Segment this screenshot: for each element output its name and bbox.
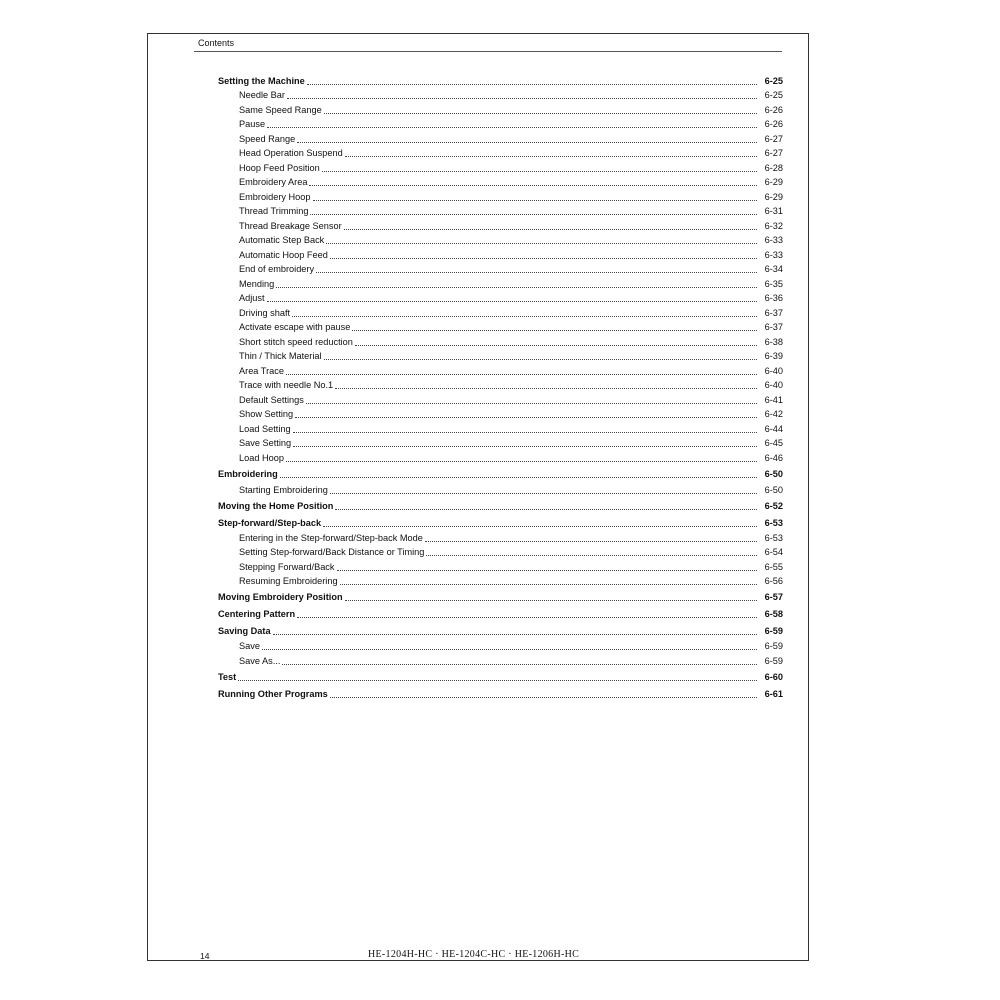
dot-leader: [267, 301, 757, 302]
dot-leader: [276, 287, 757, 288]
toc-subsection-entry: [218, 545, 783, 558]
toc-entry-page: 6-59: [764, 626, 783, 636]
toc-subsection-entry: [218, 175, 783, 188]
toc-entry-page: 6-40: [764, 366, 783, 376]
toc-entry-page: 6-32: [764, 221, 783, 231]
toc-entry-label: Mending: [239, 279, 275, 289]
toc-subsection-entry: [218, 262, 783, 275]
dot-leader: [262, 649, 757, 650]
toc-subsection-entry: [218, 146, 783, 159]
toc-subsection-entry: [218, 654, 783, 667]
toc-entry-label: Setting Step-forward/Back Distance or Timing: [239, 547, 425, 557]
toc-entry-label: Adjust: [239, 293, 265, 303]
toc-subsection-entry: [218, 219, 783, 232]
toc-entry-label: Running Other Programs: [218, 689, 328, 699]
toc-entry-page: 6-45: [764, 438, 783, 448]
toc-entry-label: Driving shaft: [239, 308, 291, 318]
toc-subsection-entry: [218, 349, 783, 362]
dot-leader: [306, 403, 757, 404]
dot-leader: [323, 526, 757, 527]
toc-entry-page: 6-57: [764, 592, 783, 602]
dot-leader: [324, 359, 757, 360]
dot-leader: [352, 330, 757, 331]
toc-section-entry: [218, 687, 783, 700]
toc-entry-label: Load Hoop: [239, 453, 284, 463]
toc-entry-label: Area Trace: [239, 366, 284, 376]
toc-entry-page: 6-59: [764, 656, 783, 666]
header-rule: [194, 51, 782, 52]
toc-subsection-entry: [218, 335, 783, 348]
toc-entry-page: 6-56: [764, 576, 783, 586]
dot-leader: [282, 664, 757, 665]
dot-leader: [345, 156, 757, 157]
dot-leader: [310, 214, 757, 215]
toc-entry-label: Save: [239, 641, 260, 651]
dot-leader: [337, 570, 758, 571]
toc-entry-label: Default Settings: [239, 395, 304, 405]
toc-subsection-entry: [218, 364, 783, 377]
toc-subsection-entry: [218, 451, 783, 464]
toc-subsection-entry: [218, 407, 783, 420]
toc-entry-page: 6-59: [764, 641, 783, 651]
dot-leader: [297, 617, 757, 618]
toc-subsection-entry: [218, 393, 783, 406]
toc-entry-label: Thin / Thick Material: [239, 351, 322, 361]
toc-entry-label: Thread Trimming: [239, 206, 309, 216]
dot-leader: [425, 541, 757, 542]
toc-entry-label: Embroidery Area: [239, 177, 308, 187]
toc-entry-page: 6-38: [764, 337, 783, 347]
toc-subsection-entry: [218, 190, 783, 203]
toc-entry-label: Test: [218, 672, 237, 682]
toc-entry-page: 6-58: [764, 609, 783, 619]
toc-subsection-entry: [218, 436, 783, 449]
toc-entry-page: 6-37: [764, 308, 783, 318]
toc-entry-label: Thread Breakage Sensor: [239, 221, 342, 231]
toc-subsection-entry: [218, 233, 783, 246]
toc-section-entry: [218, 74, 783, 87]
toc-subsection-entry: [218, 320, 783, 333]
toc-section-entry: [218, 590, 783, 603]
toc-subsection-entry: [218, 574, 783, 587]
toc-entry-page: 6-36: [764, 293, 783, 303]
toc-section-entry: [218, 499, 783, 512]
dot-leader: [330, 258, 757, 259]
dot-leader: [330, 697, 757, 698]
dot-leader: [287, 98, 757, 99]
dot-leader: [238, 680, 757, 681]
toc-subsection-entry: [218, 132, 783, 145]
toc-entry-page: 6-41: [764, 395, 783, 405]
document-page: [147, 33, 809, 961]
toc-subsection-entry: [218, 204, 783, 217]
dot-leader: [297, 142, 757, 143]
toc-subsection-entry: [218, 117, 783, 130]
toc-subsection-entry: [218, 560, 783, 573]
toc-subsection-entry: [218, 639, 783, 652]
dot-leader: [344, 229, 757, 230]
dot-leader: [316, 272, 757, 273]
dot-leader: [335, 388, 757, 389]
toc-entry-label: Short stitch speed reduction: [239, 337, 353, 347]
toc-entry-page: 6-44: [764, 424, 783, 434]
toc-entry-page: 6-50: [764, 469, 783, 479]
toc-entry-page: 6-40: [764, 380, 783, 390]
running-header: Contents: [198, 38, 235, 48]
toc-entry-page: 6-50: [764, 485, 783, 495]
toc-entry-label: Entering in the Step-forward/Step-back Mode: [239, 533, 423, 543]
toc-entry-label: Pause: [239, 119, 266, 129]
toc-entry-label: Starting Embroidering: [239, 485, 328, 495]
dot-leader: [295, 417, 757, 418]
toc-subsection-entry: [218, 422, 783, 435]
toc-entry-page: 6-25: [764, 76, 783, 86]
toc-entry-page: 6-27: [764, 134, 783, 144]
toc-entry-page: 6-27: [764, 148, 783, 158]
toc-subsection-entry: [218, 531, 783, 544]
dot-leader: [286, 374, 757, 375]
toc-entry-label: Saving Data: [218, 626, 271, 636]
toc-entry-label: Show Setting: [239, 409, 294, 419]
toc-entry-page: 6-61: [764, 689, 783, 699]
toc-subsection-entry: [218, 378, 783, 391]
toc-entry-page: 6-35: [764, 279, 783, 289]
dot-leader: [355, 345, 757, 346]
dot-leader: [307, 84, 757, 85]
toc-entry-label: Activate escape with pause: [239, 322, 351, 332]
toc-entry-page: 6-54: [764, 547, 783, 557]
toc-entry-label: Setting the Machine: [218, 76, 305, 86]
toc-section-entry: [218, 607, 783, 620]
toc-entry-label: Needle Bar: [239, 90, 285, 100]
toc-entry-label: Save Setting: [239, 438, 292, 448]
toc-entry-label: Load Setting: [239, 424, 291, 434]
toc-entry-label: Head Operation Suspend: [239, 148, 343, 158]
dot-leader: [286, 461, 757, 462]
model-footer: HE-1204H-HC · HE-1204C-HC · HE-1206H-HC: [368, 949, 580, 960]
toc-entry-label: Moving the Home Position: [218, 501, 334, 511]
toc-entry-page: 6-53: [764, 518, 783, 528]
toc-entry-page: 6-39: [764, 351, 783, 361]
dot-leader: [280, 477, 757, 478]
toc-entry-page: 6-26: [764, 105, 783, 115]
dot-leader: [330, 493, 757, 494]
page-number: 14: [200, 951, 210, 961]
dot-leader: [309, 185, 757, 186]
toc-entry-label: Embroidering: [218, 469, 278, 479]
toc-entry-page: 6-29: [764, 177, 783, 187]
dot-leader: [267, 127, 757, 128]
toc-entry-label: Stepping Forward/Back: [239, 562, 335, 572]
toc-entry-page: 6-31: [764, 206, 783, 216]
toc-entry-label: Trace with needle No.1: [239, 380, 334, 390]
dot-leader: [292, 316, 757, 317]
toc-entry-label: Automatic Hoop Feed: [239, 250, 328, 260]
toc-section-entry: [218, 624, 783, 637]
toc-entry-page: 6-28: [764, 163, 783, 173]
dot-leader: [345, 600, 757, 601]
toc-entry-label: End of embroidery: [239, 264, 315, 274]
toc-entry-page: 6-46: [764, 453, 783, 463]
dot-leader: [293, 432, 757, 433]
dot-leader: [335, 509, 757, 510]
toc-subsection-entry: [218, 483, 783, 496]
toc-entry-label: Speed Range: [239, 134, 296, 144]
toc-entry-page: 6-55: [764, 562, 783, 572]
toc-entry-page: 6-52: [764, 501, 783, 511]
toc-subsection-entry: [218, 103, 783, 116]
dot-leader: [324, 113, 757, 114]
toc-section-entry: [218, 516, 783, 529]
toc-entry-page: 6-34: [764, 264, 783, 274]
dot-leader: [322, 171, 757, 172]
dot-leader: [340, 584, 757, 585]
toc-entry-label: Same Speed Range: [239, 105, 322, 115]
toc-entry-page: 6-25: [764, 90, 783, 100]
toc-section-entry: [218, 467, 783, 480]
toc-entry-page: 6-42: [764, 409, 783, 419]
dot-leader: [293, 446, 757, 447]
toc-entry-page: 6-29: [764, 192, 783, 202]
toc-entry-page: 6-37: [764, 322, 783, 332]
toc-entry-label: Automatic Step Back: [239, 235, 325, 245]
toc-entry-page: 6-33: [764, 250, 783, 260]
toc-subsection-entry: [218, 88, 783, 101]
toc-subsection-entry: [218, 306, 783, 319]
toc-entry-label: Resuming Embroidering: [239, 576, 338, 586]
dot-leader: [426, 555, 757, 556]
toc-entry-label: Save As...: [239, 656, 281, 666]
dot-leader: [313, 200, 758, 201]
toc-subsection-entry: [218, 161, 783, 174]
toc-section-entry: [218, 670, 783, 683]
toc-entry-page: 6-26: [764, 119, 783, 129]
toc-entry-page: 6-53: [764, 533, 783, 543]
toc-subsection-entry: [218, 291, 783, 304]
toc-entry-page: 6-60: [764, 672, 783, 682]
toc-entry-label: Step-forward/Step-back: [218, 518, 322, 528]
toc-entry-label: Centering Pattern: [218, 609, 296, 619]
toc-subsection-entry: [218, 277, 783, 290]
toc-entry-label: Hoop Feed Position: [239, 163, 320, 173]
toc-subsection-entry: [218, 248, 783, 261]
toc-entry-label: Moving Embroidery Position: [218, 592, 343, 602]
toc-entry-label: Embroidery Hoop: [239, 192, 311, 202]
dot-leader: [273, 634, 757, 635]
toc-entry-page: 6-33: [764, 235, 783, 245]
dot-leader: [326, 243, 757, 244]
